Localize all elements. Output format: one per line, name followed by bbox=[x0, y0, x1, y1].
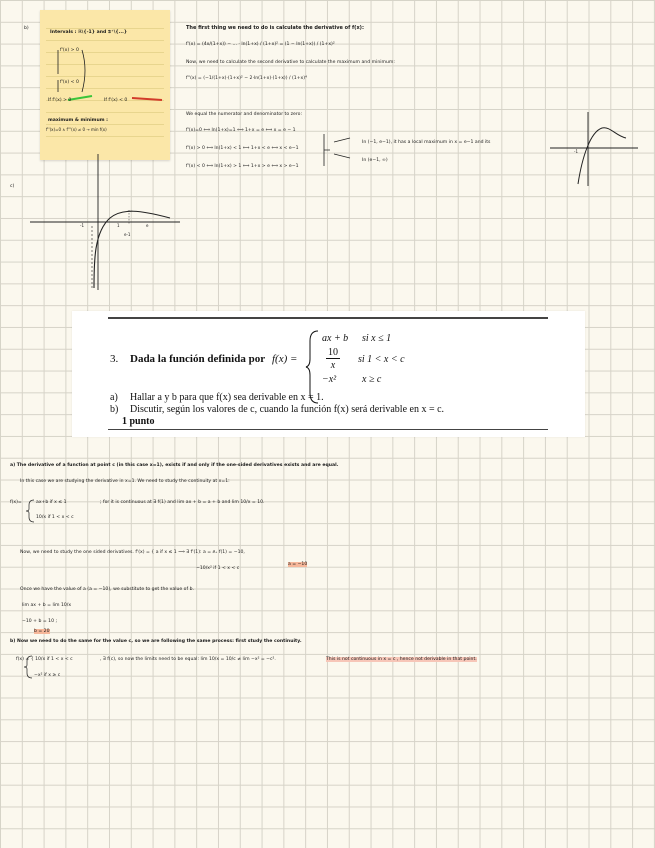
small-function-graph bbox=[550, 108, 640, 188]
sticky-note bbox=[40, 10, 170, 160]
note-fprime-formula: f'(x) = (4x/(1+x)) − ... · ln(1+x) / (1+x)² = (1 − ln(1+x)) / (1+x)² bbox=[186, 42, 335, 47]
sol-b-equation: −10 + b = 10 ; bbox=[22, 619, 58, 624]
item-b-label: b) bbox=[110, 404, 119, 415]
sticky-brace bbox=[40, 10, 170, 160]
note-bracket bbox=[320, 132, 360, 172]
item-a-text: Hallar a y b para que f(x) sea derivable en x = 1. bbox=[130, 392, 324, 403]
sticky-maxmin-rule: f''(x)=0 ∧ f'''(x) ≠ 0 → min f(x) bbox=[46, 127, 107, 132]
sol-substitute: Once we have the value of a (a = −10), we substitute to get the value of b. bbox=[20, 587, 194, 592]
sol-limits-equal: lim ax + b = lim 10/x bbox=[22, 603, 72, 608]
sol-b-case-2: −x² if x ≥ c bbox=[34, 673, 61, 678]
sol-one-sided: Now, we need to study the one sided derivatives. f'(x) = { a if x ≤ 1 ⟹ ∃ f'(1): a = ∂₊ f(1) = −10, bbox=[20, 550, 245, 555]
case1-cond: si x ≤ 1 bbox=[362, 333, 392, 344]
problem-fx: f(x) = bbox=[272, 353, 298, 365]
sol-a-continuity: In this case we are studying the derivative in x=1. We need to study the continuity at x=1: bbox=[20, 479, 230, 484]
points-label: 1 punto bbox=[122, 416, 155, 427]
sol-b-intro: b) Now we need to do the same for the value c, so we are following the same process: first study the continuity. bbox=[10, 639, 302, 644]
item-a-label: a) bbox=[110, 392, 118, 403]
sol-b-conclusion bbox=[326, 657, 477, 662]
sol-b-value: b = 20 bbox=[34, 629, 50, 634]
sol-b-limits: , ∃ f(c), so now the limits need to be equal: lim 10/x = 10/c ≠ lim −x² = −c². bbox=[100, 657, 276, 662]
problem-number: 3. bbox=[110, 353, 119, 365]
note-critical: f'(x)=0 ⟺ ln(1+x)=1 ⟺ 1+x = e ⟺ x = e − 1 bbox=[186, 128, 296, 133]
sticky-maxmin-title: maximum & minimum : bbox=[48, 118, 108, 123]
sol-b-case-1: f(x) = { 10/x if 1 < x < c bbox=[16, 657, 73, 662]
sticky-decreasing: If f'(x) < 0 bbox=[104, 98, 128, 103]
sol-fx-label: f(x)= bbox=[10, 500, 22, 505]
graph-label-minus1: -1 bbox=[80, 223, 84, 228]
sol-derivative-case-2: −10/x² if 1 < x < c bbox=[196, 566, 240, 571]
note-second-derivative: Now, we need to calculate the second derivative to calculate the maximum and minimum: bbox=[186, 60, 395, 65]
function-graph bbox=[30, 152, 190, 292]
case2-den: x bbox=[330, 360, 336, 371]
note-increasing: f'(x) > 0 ⟺ ln(1+x) < 1 ⟺ 1+x < e ⟺ x < e−1 bbox=[186, 146, 299, 151]
note-interval-max: In (−1, e−1), it has a local maximum in x = e−1 and its bbox=[362, 140, 491, 145]
sol-case-1: ax+b if x ≤ 1 bbox=[36, 500, 67, 505]
case1-expr: ax + b bbox=[322, 333, 349, 344]
note-first-derivative: The first thing we need to do is calculate the derivative of f(x): bbox=[186, 25, 364, 31]
graph-label-e-minus-1: e-1 bbox=[124, 232, 131, 237]
sol-continuity-limits: ; for it is continuous at ∃ f(1) and lim ax + b = a + b and lim 10/x = 10. bbox=[100, 500, 265, 505]
note-decreasing: f'(x) < 0 ⟺ ln(1+x) > 1 ⟺ 1+x > e ⟺ x > e−1 bbox=[186, 164, 299, 169]
case3-expr: −x² bbox=[322, 374, 337, 385]
sol-brace-1 bbox=[26, 499, 36, 523]
case3-cond: x ≥ c bbox=[362, 374, 382, 385]
case2-cond: si 1 < x < c bbox=[358, 354, 405, 365]
sticky-increasing: If f'(x) > 0 bbox=[48, 98, 72, 103]
small-graph-minus1: -1 bbox=[574, 149, 578, 154]
part-c-label: c) bbox=[10, 184, 15, 189]
exam-problem-card bbox=[72, 311, 585, 437]
part-b-label: b) bbox=[24, 26, 29, 31]
sol-a-intro: a) The derivative of a function at point c (in this case x=1), exists if and only if the one-sided derivatives exists and are equal. bbox=[10, 463, 339, 468]
sol-a-value: a = −10 bbox=[288, 562, 308, 567]
sticky-fprime-neg: f'(x) < 0 bbox=[60, 80, 79, 85]
card-bottom-rule bbox=[108, 429, 548, 430]
card-top-rule bbox=[108, 317, 548, 319]
note-equal-zero: We equal the numerator and denominator to zero: bbox=[186, 112, 303, 117]
sticky-fprime-pos: f'(x) > 0 bbox=[60, 48, 79, 53]
note-interval-decr: In (e−1, ∞) bbox=[362, 158, 388, 163]
sol-b-conclusion-text: This is not continuous in x = c , hence not derivable in that point. bbox=[326, 657, 477, 662]
case2-num: 10 bbox=[328, 347, 338, 358]
note-fsecond-formula: f''(x) = (−1/(1+x)·(1+x)² − 2·ln(1+x)·(1+x)) / (1+x)⁴ bbox=[186, 76, 307, 81]
sol-case-2: 10/x if 1 < x < c bbox=[36, 515, 74, 520]
sticky-intervals: Intervals : ℝ\{-1} and 𝔇⁺\{...} bbox=[50, 30, 128, 35]
graph-label-1: 1 bbox=[117, 223, 120, 228]
graph-label-e: e bbox=[146, 223, 149, 228]
problem-lead: Dada la función definida por bbox=[130, 353, 266, 365]
item-b-text: Discutir, según los valores de c, cuando la función f(x) será derivable en x = c. bbox=[130, 404, 445, 415]
